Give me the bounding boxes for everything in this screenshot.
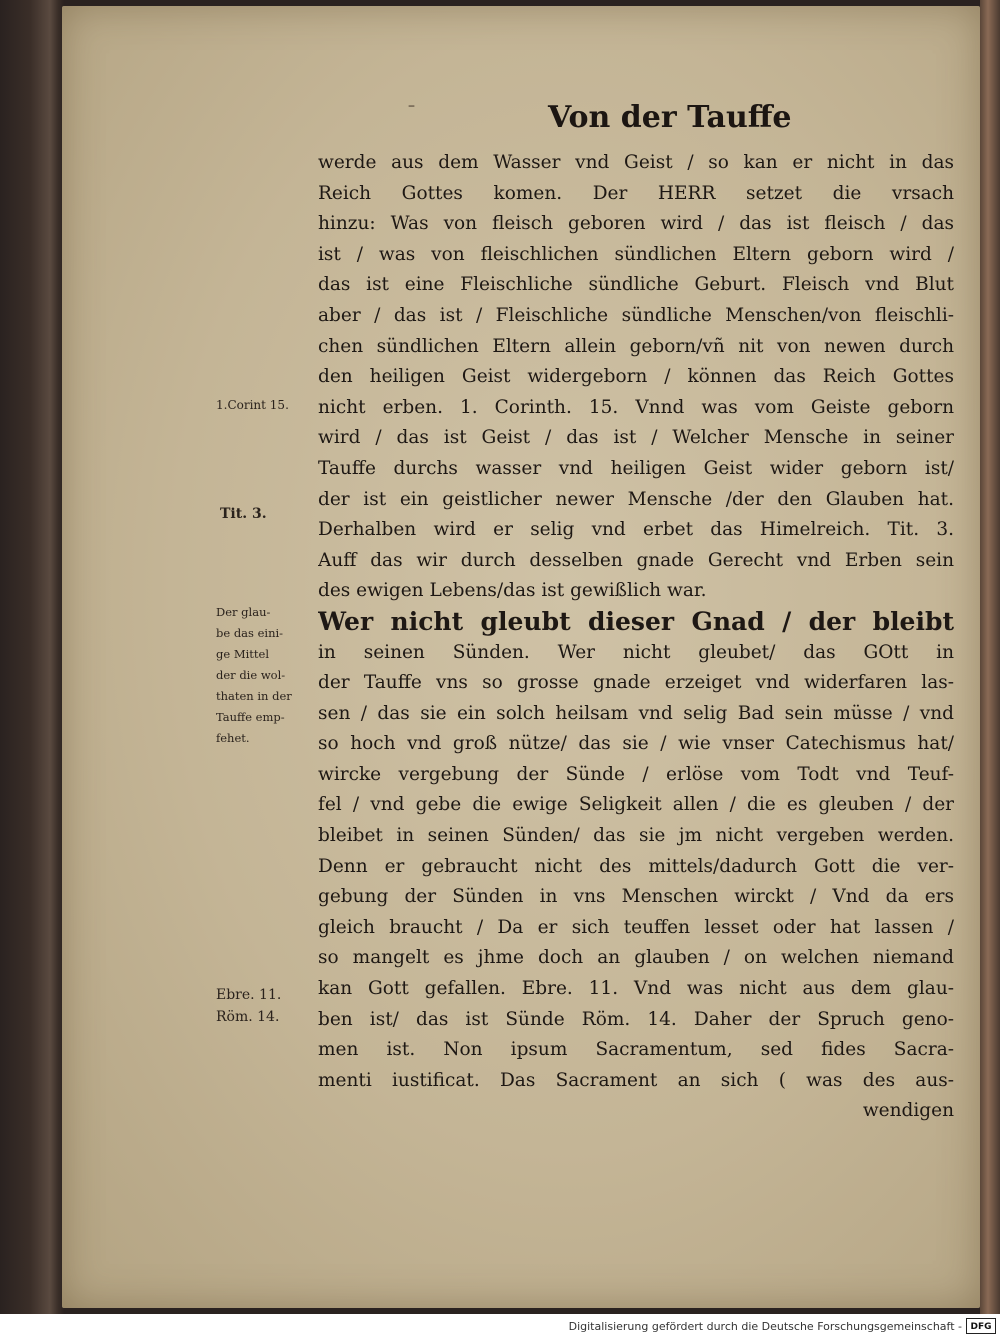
text-line: wendigen bbox=[862, 1100, 954, 1122]
dfg-logo: DFG bbox=[966, 1318, 996, 1334]
text-line: Tauffe durchs wasser vnd heiligen Geist wider geborn ist/ bbox=[318, 457, 954, 479]
text-line: so mangelt es jhme doch an glauben / on welchen niemand bbox=[318, 947, 954, 969]
margin-note-line: fehet. bbox=[216, 731, 250, 745]
text-line: wird / das ist Geist / das ist / Welcher Mensche in seiner bbox=[318, 427, 954, 449]
text-line: hinzu: Was von fleisch geboren wird / das ist fleisch / das bbox=[318, 213, 954, 235]
margin-note-line: be das eini- bbox=[216, 626, 284, 640]
margin-note-ebre-rom bbox=[216, 984, 281, 1028]
margin-note-ebre: Ebre. 11. bbox=[216, 987, 282, 1003]
text-line: werde aus dem Wasser vnd Geist / so kan er nicht in das bbox=[318, 152, 954, 173]
text-line: Auff das wir durch desselben gnade Gerecht vnd Erben sein bbox=[318, 549, 954, 571]
text-line: der Tauffe vns so grosse gnade erzeiget vnd widerfaren las- bbox=[318, 672, 954, 694]
margin-note-titus: Tit. 3. bbox=[220, 506, 267, 522]
text-line: Reich Gottes komen. Der HERR setzet die vrsach bbox=[318, 182, 954, 204]
text-line: Denn er gebraucht nicht des mittels/dadurch Gott die ver- bbox=[318, 855, 954, 877]
text-line: menti iustificat. Das Sacrament an sich ( was des aus- bbox=[318, 1069, 954, 1091]
text-line: fel / vnd gebe die ewige Seligkeit allen / die es gleuben / der bbox=[318, 794, 954, 816]
text-line: Wer nicht gleubt dieser Gnad / der bleibt bbox=[318, 606, 954, 636]
footer-credit: Digitalisierung gefördert durch die Deutsche Forschungsgemeinschaft - bbox=[568, 1320, 962, 1333]
text-line: ist / was von fleischlichen sündlichen Eltern geborn wird / bbox=[318, 243, 954, 265]
text-line: chen sündlichen Eltern allein geborn/vñ nit von newen durch bbox=[318, 335, 954, 357]
book-edge bbox=[980, 0, 1000, 1314]
margin-note-faith bbox=[216, 602, 292, 749]
text-line: des ewigen Lebens/das ist gewißlich war. bbox=[318, 580, 707, 602]
text-line: kan Gott gefallen. Ebre. 11. Vnd was nicht aus dem glau- bbox=[318, 978, 954, 1000]
text-line: den heiligen Geist widergeborn / können das Reich Gottes bbox=[318, 366, 954, 388]
running-head: Von der Tauffe bbox=[548, 100, 792, 135]
margin-note-line: thaten in der bbox=[216, 689, 292, 703]
margin-note-line: Der glau- bbox=[216, 605, 271, 619]
margin-note-rom: Röm. 14. bbox=[216, 1009, 280, 1025]
text-line: der ist ein geistlicher newer Mensche /der den Glauben hat. bbox=[318, 488, 954, 510]
margin-note-line: Tauffe emp- bbox=[216, 710, 285, 724]
text-line: sen / das sie ein solch heilsam vnd selig Bad sein müsse / vnd bbox=[318, 702, 954, 724]
page-mark: – bbox=[408, 98, 415, 114]
text-line: men ist. Non ipsum Sacramentum, sed fides Sacra- bbox=[318, 1039, 954, 1061]
margin-note-corinth: 1.Corint 15. bbox=[216, 398, 289, 412]
text-line: aber / das ist / Fleischliche sündliche Menschen/von fleischli- bbox=[318, 304, 954, 326]
text-line: wircke vergebung der Sünde / erlöse vom Todt vnd Teuf- bbox=[318, 763, 954, 785]
margin-note-line: der die wol- bbox=[216, 668, 286, 682]
body-text bbox=[318, 148, 954, 1127]
text-line: nicht erben. 1. Corinth. 15. Vnnd was vom Geiste geborn bbox=[318, 396, 954, 418]
margin-note-line: ge Mittel bbox=[216, 647, 270, 661]
text-line: das ist eine Fleischliche sündliche Geburt. Fleisch vnd Blut bbox=[318, 274, 954, 296]
text-line: so hoch vnd groß nütze/ das sie / wie vnser Catechismus hat/ bbox=[318, 733, 954, 755]
text-line: ben ist/ das ist Sünde Röm. 14. Daher der Spruch geno- bbox=[318, 1008, 954, 1030]
text-line: in seinen Sünden. Wer nicht gleubet/ das GOtt in bbox=[318, 641, 954, 663]
text-line: Derhalben wird er selig vnd erbet das Himelreich. Tit. 3. bbox=[318, 519, 954, 541]
text-line: gleich braucht / Da er sich teuffen lesset oder hat lassen / bbox=[318, 916, 954, 938]
text-line: gebung der Sünden in vns Menschen wirckt / Vnd da ers bbox=[318, 886, 954, 908]
text-line: bleibet in seinen Sünden/ das sie jm nicht vergeben werden. bbox=[318, 825, 954, 847]
